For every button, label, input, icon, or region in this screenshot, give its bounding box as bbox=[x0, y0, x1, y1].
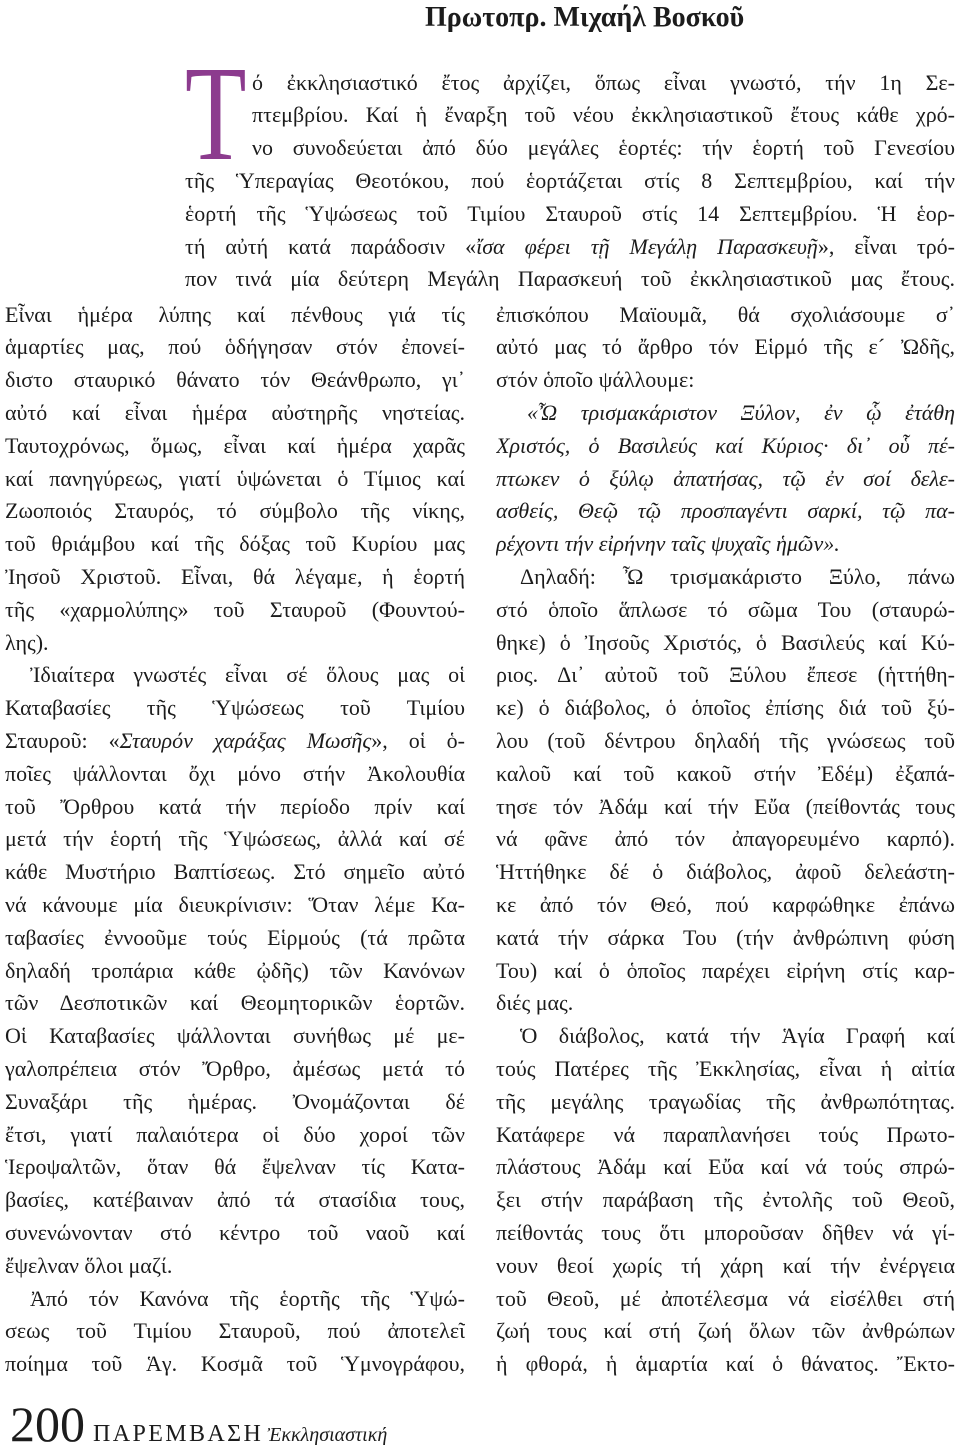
text-segment: », εἶναι τρό- bbox=[817, 233, 955, 259]
intro-line: πτεμβρίου. Καί ἡ ἔναρξη τοῦ νέου ἐκκλησιαστικοῦ ἔτους κάθε χρό- bbox=[252, 102, 955, 128]
text-line: πείθοντάς τους ὅτι μποροῦσαν δῆθεν νά γί- bbox=[496, 1219, 955, 1245]
text-line: Ἡττήθηκε δέ ὁ διάβολος, ἀφοῦ δελεάστη- bbox=[496, 859, 955, 885]
italic-quote: ἴσα φέρει τῇ Μεγάλῃ Παρασκευῇ bbox=[476, 233, 818, 259]
text-line: ἡ φθορά, ἡ ἁμαρτία καί ὁ θάνατος. Ἔκτο- bbox=[496, 1351, 955, 1377]
text-line: διστο σταυρικό θάνατο τόν Θεάνθρωπο, γι᾽ bbox=[5, 367, 465, 393]
text-line: τοῦ Ὄρθρου κατά τήν περίοδο πρίν καί bbox=[5, 793, 465, 819]
text-line: στόν ὁποῖο ψάλλουμε: bbox=[496, 367, 695, 393]
text-line: Ὁ διάβολος, κατά τήν Ἁγία Γραφή καί bbox=[520, 1023, 955, 1049]
text-line: γαλοπρέπεια στόν Ὄρθρο, ἀμέσως μετά τό bbox=[5, 1055, 465, 1081]
text-line bbox=[5, 725, 465, 758]
hymn-line: ρέχοντι τήν εἰρήνην ταῖς ψυχαῖς ἡμῶν». bbox=[496, 531, 840, 557]
text-line: κε ἀπό τόν Θεό, πού καρφώθηκε ἐπάνω bbox=[496, 891, 955, 917]
intro-line: τῆς Ὑπεραγίας Θεοτόκου, πού ἑορτάζεται στίς 8 Σεπτεμβρίου, καί τήν bbox=[185, 167, 955, 193]
text-line: Εἶναι ἡμέρα λύπης καί πένθους γιά τίς bbox=[5, 301, 465, 327]
text-line: διές μας. bbox=[496, 990, 574, 1016]
text-line: Καταβασίες τῆς Ὑψώσεως τοῦ Τιμίου bbox=[5, 695, 465, 721]
left-column bbox=[5, 299, 465, 1381]
text-line: Οἱ Καταβασίες ψάλλονται συνήθως μέ με- bbox=[5, 1023, 465, 1049]
text-line: Ταυτοχρόνως, ὅμως, εἶναι καί ἡμέρα χαρᾶς bbox=[5, 432, 465, 458]
text-line: τούς Πατέρες τῆς Ἐκκλησίας, εἶναι ἡ αἰτία bbox=[496, 1055, 955, 1081]
text-line: σεως τοῦ Τιμίου Σταυροῦ, πού ἀποτελεῖ bbox=[5, 1318, 465, 1344]
hymn-line: πτωκεν ὁ ξύλῳ ἀπατήσας, τῷ ἐν σοί δελε- bbox=[496, 465, 955, 491]
text-line: δηλαδή τροπάρια κάθε ᾠδῆς) τῶν Κανόνων bbox=[5, 957, 465, 983]
text-line: αὐτό μας τό ἄρθρο τόν Εἱρμό τῆς ε´ Ὠδῆς, bbox=[496, 334, 955, 360]
text-line: στό ὁποῖο ἅπλωσε τό σῶμα Του (σταυρώ- bbox=[496, 596, 955, 622]
text-line: κε) ὁ διάβολος, ὁ ὁποῖος ἐπίσης διά τοῦ ξύ- bbox=[496, 695, 955, 721]
magazine-subtitle: Ἐκκλησιαστική bbox=[267, 1424, 388, 1445]
magazine-title: ΠΑΡΕΜΒΑΣΗ bbox=[93, 1421, 264, 1445]
text-line: θηκε) ὁ Ἰησοῦς Χριστός, ὁ Βασιλεύς καί Κύ- bbox=[496, 629, 955, 655]
hymn-line: Χριστός, ὁ Βασιλεύς καί Κύριος· δι᾽ οὗ πέ- bbox=[496, 432, 955, 458]
text-line: λου (τοῦ δέντρου δηλαδή τῆς γνώσεως τοῦ bbox=[496, 727, 955, 753]
page-footer bbox=[10, 1396, 388, 1445]
italic-quote: Σταυρόν χαράξας Μωσῆς bbox=[119, 727, 372, 753]
text-line: καί πανηγύρεως, γιατί ὑψώνεται ὁ Τίμιος καί bbox=[5, 465, 465, 491]
text-line: λης). bbox=[5, 629, 49, 655]
text-line: ἁμαρτίες μας, πού ὁδήγησαν στόν ἐπονεί- bbox=[5, 334, 465, 360]
intro-line: ἑορτή τῆς Ὑψώσεως τοῦ Τιμίου Σταυροῦ στίς 14 Σεπτεμβρίου. Ἡ ἑορ- bbox=[185, 200, 955, 226]
text-line: συνενώνονταν στό κέντρο τοῦ ναοῦ καί bbox=[5, 1219, 465, 1245]
intro-line: πον τινά μία δεύτερη Μεγάλη Παρασκευή τοῦ ἐκκλησιαστικοῦ μας ἔτους. bbox=[185, 266, 955, 292]
text-line: μετά τήν ἑορτή τῆς Ὑψώσεως, ἀλλά καί σέ bbox=[5, 826, 465, 852]
text-line: Δηλαδή: Ὦ τρισμακάριστο Ξύλο, πάνω bbox=[520, 563, 955, 589]
text-line: Συναξάρι τῆς ἡμέρας. Ὀνομάζονται δέ bbox=[5, 1088, 465, 1114]
drop-cap: Τ bbox=[185, 39, 247, 189]
text-line: ποίημα τοῦ Ἁγ. Κοσμᾶ τοῦ Ὑμνογράφου, bbox=[5, 1351, 465, 1377]
text-line: νά κάνουμε μία διευκρίνισιν: Ὅταν λέμε Κα- bbox=[5, 891, 465, 917]
intro-line bbox=[185, 231, 955, 264]
text-line: Του) καί ὁ ὁποῖος παρέχει εἰρήνη στίς καρ- bbox=[496, 957, 955, 983]
text-line: τῶν Δεσποτικῶν καί Θεομητορικῶν ἑορτῶν. bbox=[5, 990, 465, 1016]
text-line: Ἱεροψαλτῶν, ὅταν θά ἔψελναν τίς Κατα- bbox=[5, 1154, 465, 1180]
text-line: Ζωοποιός Σταυρός, τό σύμβολο τῆς νίκης, bbox=[5, 498, 465, 524]
text-line: τῆς μεγάλης τραγωδίας τῆς ἀνθρωπότητας. bbox=[496, 1088, 955, 1114]
text-line: βασίες, κατέβαιναν ἀπό τά στασίδια τους, bbox=[5, 1187, 465, 1213]
text-segment: Σταυροῦ: « bbox=[5, 727, 120, 753]
page-number: 200 bbox=[10, 1396, 85, 1445]
text-line: κατά τήν σάρκα Του (τήν ἀνθρώπινη φύση bbox=[496, 924, 955, 950]
text-line: τοῦ Θεοῦ, μέ ἀποτέλεσμα νά εἰσέλθει στή bbox=[496, 1285, 955, 1311]
text-line: νουν θεοί χωρίς τή χάρη καί τήν ἐνέργεια bbox=[496, 1252, 955, 1278]
text-line: ξει στήν παράβαση τῆς ἐντολῆς τοῦ Θεοῦ, bbox=[496, 1187, 955, 1213]
text-line: αὐτό καί εἶναι ἡμέρα αὐστηρῆς νηστείας. bbox=[5, 399, 465, 425]
author-name: Πρωτοπρ. Μιχαήλ Βοσκοῦ bbox=[425, 2, 745, 33]
text-line: ποῖες ψάλλονται ὄχι μόνο στήν Ἀκολουθία bbox=[5, 760, 465, 786]
text-line: ἔψελναν ὅλοι μαζί. bbox=[5, 1252, 173, 1278]
text-line: ζωή τους καί στή ζωή ὅλων τῶν ἀνθρώπων bbox=[496, 1318, 955, 1344]
text-line: ἐπισκόπου Μαϊουμᾶ, θά σχολιάσουμε σ᾽ bbox=[496, 301, 955, 327]
text-line: νά φᾶνε ἀπό τόν ἀπαγορευμένο καρπό). bbox=[496, 826, 955, 852]
intro-paragraph bbox=[185, 39, 955, 297]
hymn-line: ασθείς, Θεῷ τῷ προσπαγέντι σαρκί, τῷ πα- bbox=[496, 498, 955, 524]
text-line: ἔτσι, γιατί παλαιότερα οἱ δύο χοροί τῶν bbox=[5, 1121, 465, 1147]
text-segment: τή αὐτή κατά παράδοσιν « bbox=[185, 233, 477, 259]
right-column bbox=[496, 299, 955, 1381]
text-line: Ἀπό τόν Κανόνα τῆς ἑορτῆς τῆς Ὑψώ- bbox=[30, 1285, 465, 1311]
text-line: ριος. Δι᾽ αὐτοῦ τοῦ Ξύλου ἔπεσε (ἡττήθη- bbox=[496, 662, 955, 688]
text-line: καλοῦ καί τοῦ κακοῦ στήν Ἐδέμ) ἐξαπά- bbox=[496, 760, 955, 786]
text-line: τησε τόν Ἀδάμ καί τήν Εὔα (πείθοντάς τους bbox=[496, 793, 955, 819]
text-line: πλάστους Ἀδάμ καί Εὔα καί νά τούς σπρώ- bbox=[496, 1154, 955, 1180]
hymn-line: «Ὦ τρισμακάριστον Ξύλον, ἐν ᾧ ἐτάθη bbox=[527, 399, 955, 425]
text-segment: », οἱ ὁ- bbox=[371, 727, 465, 753]
text-line: ταβασίες ἐννοοῦμε τούς Εἱρμούς (τά πρῶτα bbox=[5, 924, 465, 950]
text-line: κάθε Μυστήριο Βαπτίσεως. Στό σημεῖο αὐτό bbox=[5, 859, 465, 885]
text-line: τοῦ θριάμβου καί τῆς δόξας τοῦ Κυρίου μας bbox=[5, 531, 465, 557]
text-line: τῆς «χαρμολύπης» τοῦ Σταυροῦ (Φουντού- bbox=[5, 596, 465, 622]
text-line: Κατάφερε νά παραπλανήσει τούς Πρωτο- bbox=[496, 1121, 955, 1147]
intro-line: νο συνοδεύεται ἀπό δύο μεγάλες ἑορτές: τήν ἑορτή τοῦ Γενεσίου bbox=[252, 135, 955, 161]
text-line: Ἰδιαίτερα γνωστές εἶναι σέ ὅλους μας οἱ bbox=[30, 662, 465, 688]
intro-line: ό ἐκκλησιαστικό ἔτος ἀρχίζει, ὅπως εἶναι γνωστό, τήν 1η Σε- bbox=[252, 69, 955, 95]
text-line: Ἰησοῦ Χριστοῦ. Εἶναι, θά λέγαμε, ἡ ἑορτή bbox=[5, 563, 465, 589]
